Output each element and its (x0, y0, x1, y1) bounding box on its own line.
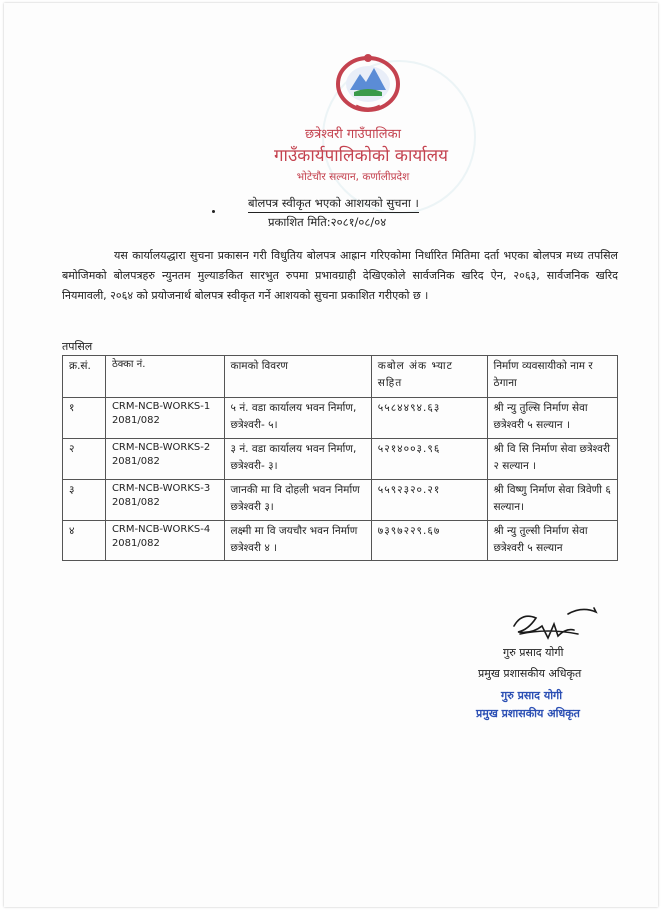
cell-contractor: श्री वि सि निर्माण सेवा छत्रेश्वरी २ सल्यान । (487, 439, 618, 480)
cell-work-description: ३ नं. वडा कार्यालय भवन निर्माण, छत्रेश्वरी- ३। (224, 439, 371, 480)
cell-bid-amount: ५५९२३२०.२१ (371, 480, 487, 521)
cell-work-description: जानकी मा वि दोहली भवन निर्माण छत्रेश्वरी ३। (224, 480, 371, 521)
header-serial: क्र.सं. (63, 356, 106, 398)
stamp-name: गुरु प्रसाद योगी (501, 689, 563, 702)
header-work-description: कामको विवरण (224, 356, 371, 398)
nepal-emblem-icon (330, 50, 406, 114)
cell-bid-amount: ५२१४००३.९६ (371, 439, 487, 480)
cell-serial: २ (63, 439, 106, 480)
contracts-table (62, 355, 618, 561)
cell-contract-no: CRM-NCB-WORKS-4 2081/082 (105, 521, 224, 561)
table-row (63, 521, 618, 561)
signatory-name: गुरु प्रसाद योगी (503, 646, 564, 659)
details-label: तपसिल (62, 340, 93, 353)
table-header-row (63, 356, 618, 398)
table-row (63, 398, 618, 439)
cell-contract-no: CRM-NCB-WORKS-1 2081/082 (105, 398, 224, 439)
cell-contract-no: CRM-NCB-WORKS-3 2081/082 (105, 480, 224, 521)
cell-bid-amount: ५५८४४९४.६३ (371, 398, 487, 439)
municipality-name: छत्रेश्वरी गाउँपालिका (305, 127, 401, 142)
cell-serial: १ (63, 398, 106, 439)
table-row (63, 439, 618, 480)
handwritten-signature (508, 604, 600, 648)
notice-subject: बोलपत्र स्वीकृत भएको आशयको सुचना । (248, 196, 419, 213)
cell-work-description: ५ नं. वडा कार्यालय भवन निर्माण, छत्रेश्वरी- ५। (224, 398, 371, 439)
cell-serial: ३ (63, 480, 106, 521)
cell-contractor: श्री विष्णु निर्माण सेवा त्रिवेणी ६ सल्यान। (487, 480, 618, 521)
stamp-title: प्रमुख प्रशासकीय अधिकृत (476, 707, 580, 720)
signatory-title: प्रमुख प्रशासकीय अधिकृत (478, 667, 582, 680)
cell-contractor: श्री न्यु तुल्सि निर्माण सेवा छत्रेश्वरी ५ सल्यान । (487, 398, 618, 439)
office-address: भोटेचौर सल्यान, कर्णालीप्रदेश (296, 171, 410, 183)
notice-body-text: यस कार्यालयद्धारा सुचना प्रकासन गरी विधुतिय बोलपत्र आह्रान गरिएकोमा निर्धारित मितिमा दर्ता भएका बोलपत्र मध्य तपसिल बमोजिमको बोलपत्रहरु न्युनतम मुल्याङकित सारभुत रुपमा प्रभावग्राही देखिएकोले सार्वजनिक खरिद ऐन, २०६३, सार्वजनिक खरिद नियमावली, २०६४ को प्रयोजनार्थ बोलपत्र स्वीकृत गर्ने आशयको सुचना प्रकाशित गरीएको छ । (62, 249, 618, 302)
published-date: प्रकाशित मिति:२०८१/०८/०४ (268, 215, 387, 229)
table-row (63, 480, 618, 521)
cell-bid-amount: ७३९७२२९.६७ (371, 521, 487, 561)
notice-body (62, 246, 618, 306)
office-name: गाउँकार्यपालिकोको कार्यालय (273, 146, 449, 166)
header-contract-no: ठेक्का नं. (105, 356, 224, 398)
cell-contract-no: CRM-NCB-WORKS-2 2081/082 (105, 439, 224, 480)
header-contractor: निर्माण व्यवसायीको नाम र ठेगाना (487, 356, 618, 398)
stray-mark (212, 210, 215, 213)
cell-contractor: श्री न्यु तुल्सी निर्माण सेवा छत्रेश्वरी ५ सल्यान (487, 521, 618, 561)
header-bid-amount: कबोल अंक भ्याट सहित (371, 356, 487, 398)
cell-work-description: लक्ष्मी मा वि जयचौर भवन निर्माण छत्रेश्वरी ४ । (224, 521, 371, 561)
cell-serial: ४ (63, 521, 106, 561)
